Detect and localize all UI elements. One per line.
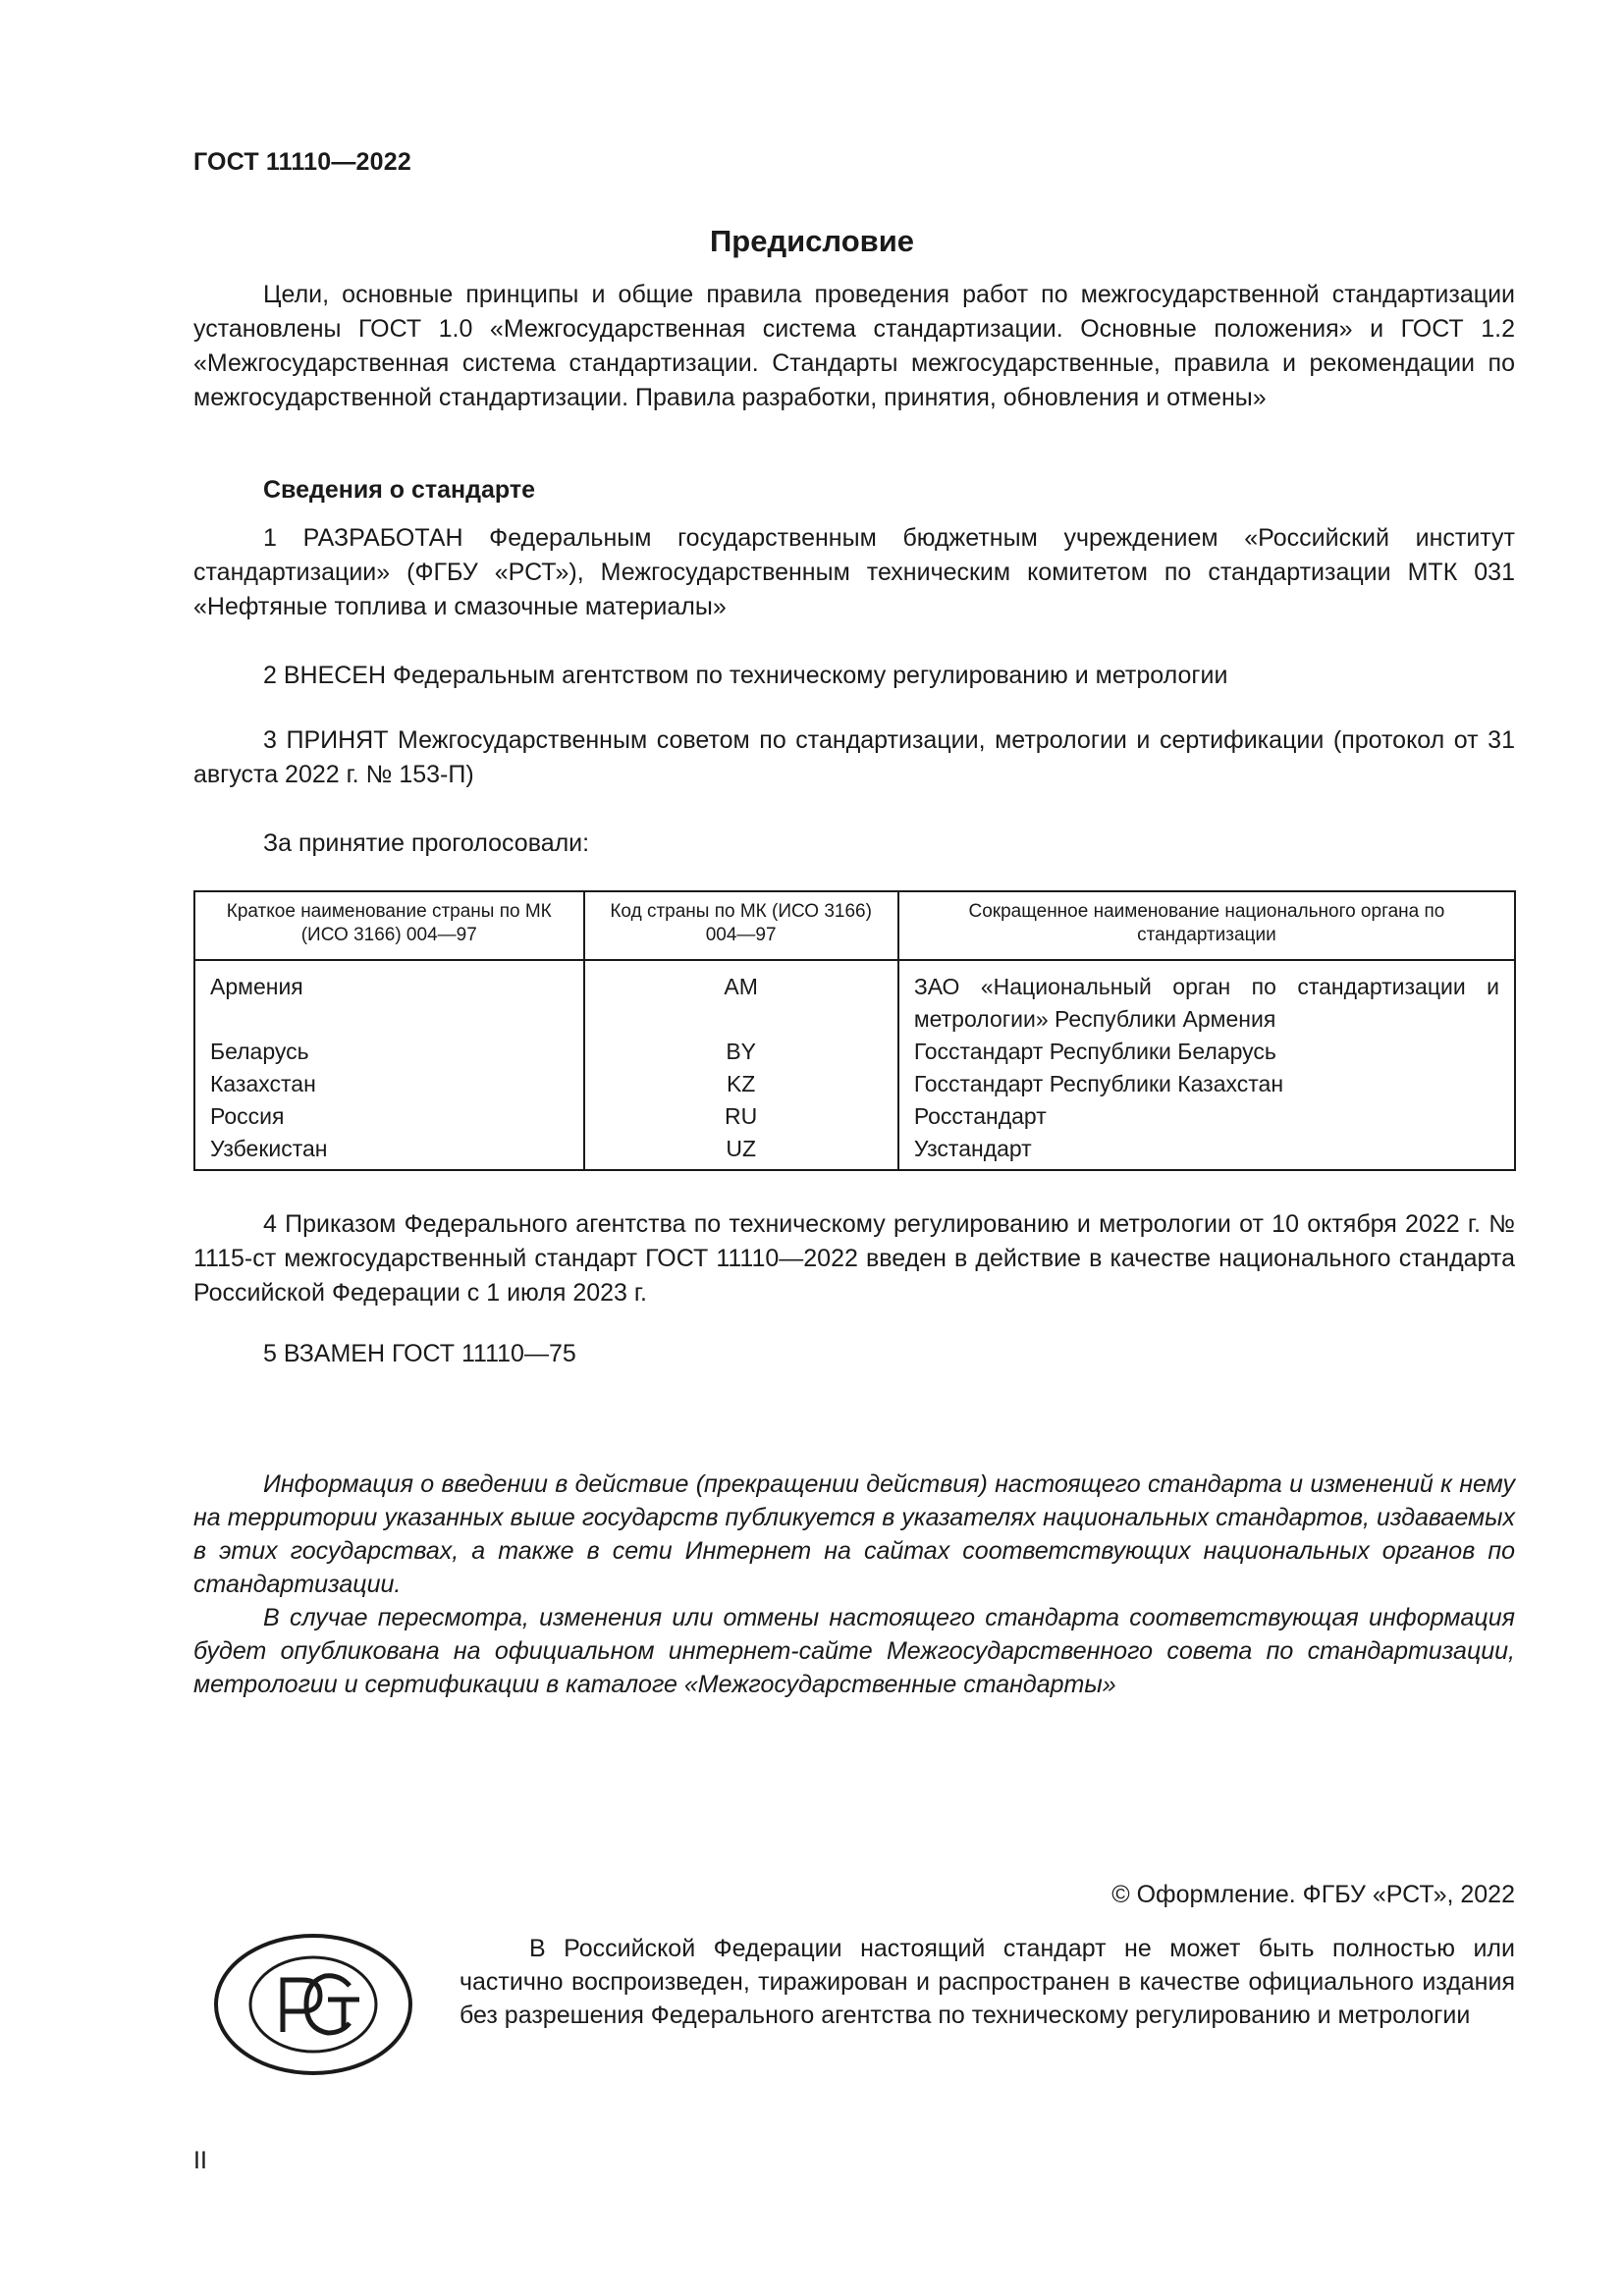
standard-id-header: ГОСТ 11110—2022 bbox=[193, 148, 411, 176]
item-replaces: 5 ВЗАМЕН ГОСТ 11110—75 bbox=[263, 1340, 576, 1367]
voted-label: За принятие проголосовали: bbox=[263, 829, 590, 857]
table-row bbox=[194, 1133, 1515, 1170]
table-row bbox=[194, 1100, 1515, 1133]
code-cell: BY bbox=[584, 1036, 898, 1068]
reproduction-notice: В Российской Федерации настоящий стандарт не может быть полностью или частично воспроизведен, тиражирован и распространен в качестве официального издания без разрешения Федерального агентства по техническому регулированию и метрологии bbox=[460, 1935, 1515, 2029]
organ-cell: ЗАО «Национальный орган по стандартизации и метрологии» Республики Армения bbox=[898, 960, 1515, 1036]
code-cell: AM bbox=[584, 960, 898, 1036]
item-developed: 1 РАЗРАБОТАН Федеральным государственным бюджетным учреждением «Российский институт стандартизации» (ФГБУ «РСТ»), Межгосударственным техническим комитетом по стандартизации МТК 031 «Нефтяные топлива и смазочные материалы» bbox=[193, 524, 1515, 620]
code-cell: UZ bbox=[584, 1133, 898, 1170]
organ-cell: Госстандарт Республики Беларусь bbox=[898, 1036, 1515, 1068]
country-cell: Россия bbox=[210, 1103, 285, 1129]
code-cell: RU bbox=[584, 1100, 898, 1133]
country-cell: Армения bbox=[210, 974, 303, 999]
intro-paragraph: Цели, основные принципы и общие правила проведения работ по межгосударственной стандартизации установлены ГОСТ 1.0 «Межгосударственная система стандартизации. Основные положения» и ГОСТ 1.2 «Межгосударственная система стандартизации. Стандарты межгосударственные, правила и рекомендации по межгосударственной стандартизации. Правила разработки, принятия, обновления и отмены» bbox=[193, 281, 1515, 411]
column-header-country: Краткое наименование страны по МК (ИСО 3166) 004—97 bbox=[194, 891, 584, 960]
item-adopted: 3 ПРИНЯТ Межгосударственным советом по стандартизации, метрологии и сертификации (протокол от 31 августа 2022 г. № 153-П) bbox=[193, 726, 1515, 788]
table-row bbox=[194, 960, 1515, 1036]
organ-cell: Росстандарт bbox=[898, 1100, 1515, 1133]
notice-paragraph-1: Информация о введении в действие (прекращении действия) настоящего стандарта и изменений к нему на территории указанных выше государств публикуется в указателях национальных стандартов, издаваемых в этих государствах, а также в сети Интернет на сайтах соответствующих национальных органов по стандартизации. bbox=[193, 1470, 1515, 1598]
rst-certification-mark-icon bbox=[212, 1931, 414, 2078]
country-cell: Казахстан bbox=[210, 1071, 316, 1096]
item-introduced: 2 ВНЕСЕН Федеральным агентством по техническому регулированию и метрологии bbox=[263, 662, 1228, 689]
organ-cell: Узстандарт bbox=[898, 1133, 1515, 1170]
organ-cell: Госстандарт Республики Казахстан bbox=[898, 1068, 1515, 1100]
copyright-line: © Оформление. ФГБУ «РСТ», 2022 bbox=[1111, 1881, 1515, 1908]
column-header-code: Код страны по МК (ИСО 3166) 004—97 bbox=[584, 891, 898, 960]
item-order: 4 Приказом Федерального агентства по техническому регулированию и метрологии от 10 октября 2022 г. № 1115-ст межгосударственный стандарт ГОСТ 11110—2022 введен в действие в качестве национального стандарта Российской Федерации с 1 июля 2023 г. bbox=[193, 1210, 1515, 1307]
table-row bbox=[194, 1068, 1515, 1100]
page-title: Предисловие bbox=[709, 224, 914, 258]
column-header-organ: Сокращенное наименование национального органа по стандартизации bbox=[898, 891, 1515, 960]
table-header-row bbox=[194, 891, 1515, 960]
code-cell: KZ bbox=[584, 1068, 898, 1100]
country-cell: Узбекистан bbox=[210, 1136, 328, 1161]
table-row bbox=[194, 1036, 1515, 1068]
country-cell: Беларусь bbox=[210, 1039, 309, 1064]
notice-paragraph-2: В случае пересмотра, изменения или отмены настоящего стандарта соответствующая информация будет опубликована на официальном интернет-сайте Межгосударственного совета по стандартизации, метрологии и сертификации в каталоге «Межгосударственные стандарты» bbox=[193, 1604, 1515, 1698]
page-number: II bbox=[193, 2147, 207, 2174]
countries-table bbox=[193, 890, 1516, 1171]
info-heading: Сведения о стандарте bbox=[263, 476, 536, 504]
